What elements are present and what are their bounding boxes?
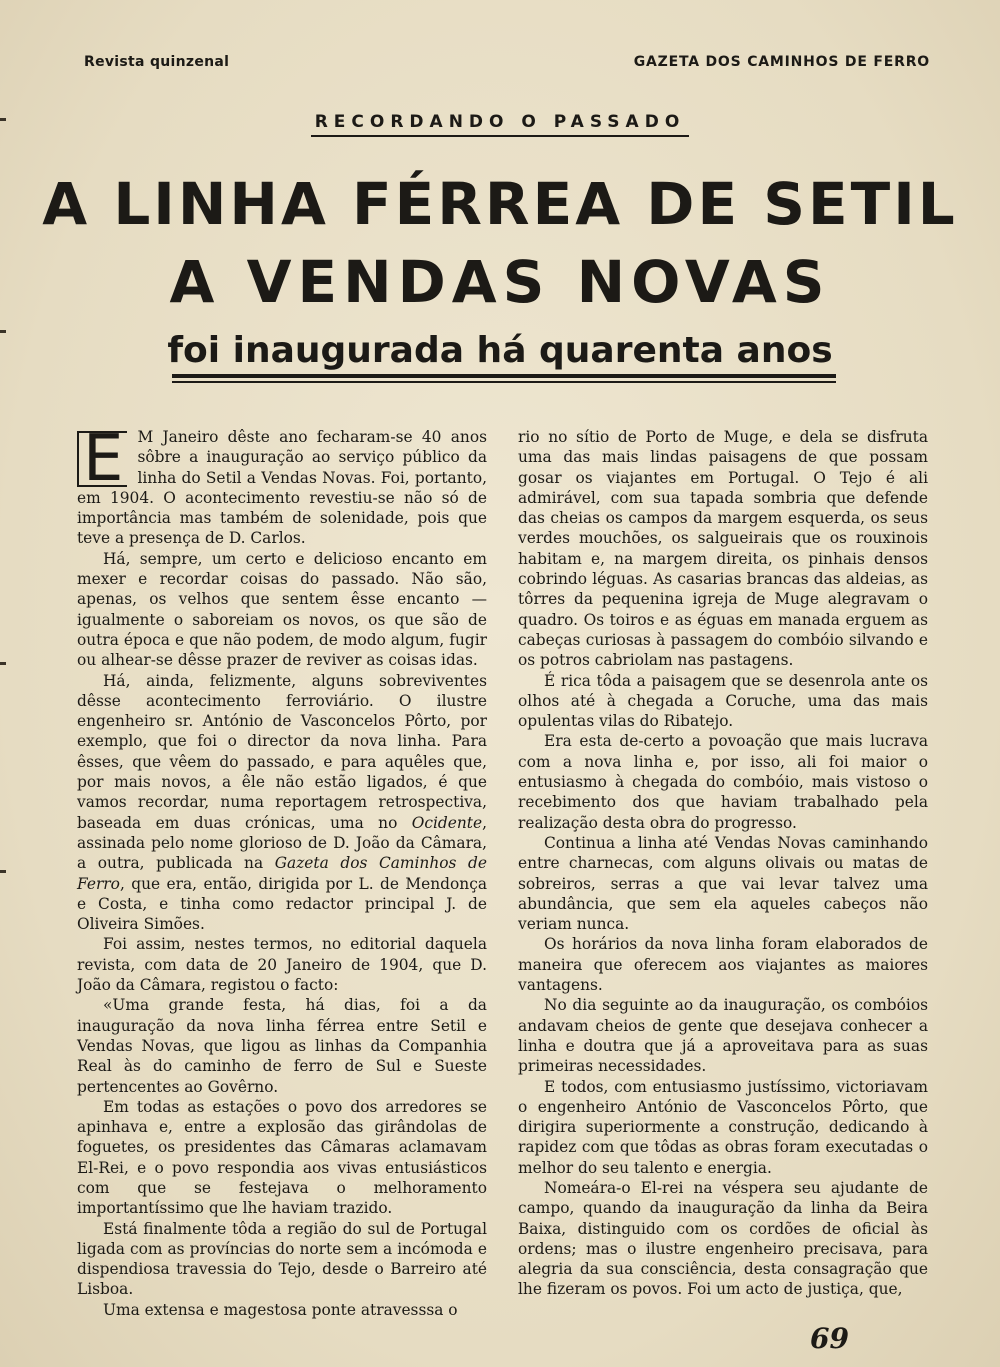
publication-name: Ocidente (411, 813, 483, 832)
paragraph: Uma extensa e magestosa ponte atravesssa o (103, 1300, 458, 1319)
paragraph-text: , que era, então, dirigida por L. de Mendonça e Costa, e tinha como redactor principal J. de Oliveira Simões. (77, 874, 487, 934)
paragraph-text: M Janeiro dêste ano fecharam-se 40 anos sôbre a inauguração ao serviço público da linha do Setil a Vendas Novas. Foi, portanto, em 1904. O acontecimento revestiu-se não só de importância mas também de solenidade, pois que teve a presença de D. Carlos. (77, 428, 487, 548)
paragraph: Em todas as estações o povo dos arredores se apinhava e, entre a explosão das girândolas de foguetes, os presidentes das Câmaras aclamavam El-Rei, e o povo respondia aos vivas entusiásticos com que se festejava o melhoramento importantíssimo que lhe haviam trazido. (77, 1097, 487, 1218)
paragraph: E todos, com entusiasmo justíssimo, victoriavam o engenheiro António de Vasconcelos Pôrto, que dirigira superiormente a construção, dedicando à rapidez com que tôdas as obras foram executadas o melhor do seu talento e energia. (518, 1077, 928, 1177)
right-column (518, 427, 928, 1300)
paragraph (77, 671, 487, 935)
paragraph: É rica tôda a paisagem que se desenrola ante os olhos até à chegada a Coruche, uma das mais opulentas vilas do Ribatejo. (518, 671, 928, 731)
edge-mark (0, 870, 6, 873)
article-kicker (0, 112, 1000, 132)
publication-name: Gazeta dos Caminhos de Ferro (77, 854, 487, 893)
paragraph: Era esta de-certo a povoação que mais lucrava com a nova linha e, por isso, ali foi maior o entusiasmo à chegada do combóio, mais vistoso o recebimento dos que haviam trabalhado pela realização desta obra do progresso. (518, 732, 928, 832)
kicker-text: RECORDANDO O PASSADO (311, 112, 690, 137)
edge-mark (0, 662, 6, 665)
paragraph-text: , assinada pelo nome glorioso de D. João da Câmara, a outra, publicada na (77, 813, 487, 873)
paragraph: Nomeára-o El-rei na véspera seu ajudante de campo, quando da inauguração da linha da Beira Baixa, distinguido com os cordões de oficial às ordens; mas o ilustre engenheiro precisava, para alegria da sua consciência, desta consagração que lhe fizeram os povos. Foi um acto de justiça, que, (518, 1178, 928, 1299)
header-publication-frequency: Revista quinzenal (84, 54, 230, 70)
header-publication-name: GAZETA DOS CAMINHOS DE FERRO (633, 54, 930, 70)
paragraph: No dia seguinte ao da inauguração, os combóios andavam cheios de gente que desejava conhecer a linha e doutra que já a aproveitava para as suas primeiras necessidades. (518, 996, 928, 1076)
page-number: 69 (810, 1322, 849, 1355)
paragraph: Está finalmente tôda a região do sul de Portugal ligada com as províncias do norte sem a incómoda e dispendiosa travessia do Tejo, desde o Barreiro até Lisboa. (77, 1219, 487, 1299)
article-title-line-2: A VENDAS NOVAS (169, 248, 831, 316)
paragraph-text: Há, ainda, felizmente, alguns sobreviventes dêsse acontecimento ferroviário. O ilustre engenheiro sr. António de Vasconcelos Pôrto, por exemplo, que foi o director da nova linha. Para êsses, que vêem do passado, e para aquêles que, por mais novos, a êle não estão ligados, é que vamos recordar, numa reportagem retrospectiva, baseada em duas crónicas, uma no (77, 671, 487, 832)
article-title-line-1: A LINHA FÉRREA DE SETIL (42, 170, 958, 238)
paragraph: Continua a linha até Vendas Novas caminhando entre charnecas, com alguns olivais ou matas de sobreiros, serras a que vai levar talvez uma abundância, que sem ela aqueles cabeços não veriam nunca. (518, 833, 928, 934)
paragraph (77, 422, 487, 549)
paragraph: Os horários da nova linha foram elaborados de maneira que oferecem aos viajantes as maiores vantagens. (518, 935, 928, 995)
paragraph: «Uma grande festa, há dias, foi a da inauguração da nova linha férrea entre Setil e Vendas Novas, que ligou as linhas da Companhia Real às do caminho de ferro de Sul e Sueste pertencentes ao Govêrno. (77, 996, 487, 1096)
paragraph: Foi assim, nestes termos, no editorial daquela revista, com data de 20 Janeiro de 1904, que D. João da Câmara, registou o facto: (77, 935, 487, 995)
title-rule-thin (172, 381, 836, 383)
left-column (77, 422, 487, 1320)
article-subtitle: foi inaugurada há quarenta anos (167, 330, 833, 371)
paragraph: Há, sempre, um certo e delicioso encanto em mexer e recordar coisas do passado. Não são, apenas, os velhos que sentem êsse encanto — igualmente o saboreiam os novos, os que são de outra época e que não podem, de modo algum, fugir ou alhear-se dêsse prazer de reviver as coisas idas. (77, 549, 487, 670)
paragraph: rio no sítio de Porto de Muge, e dela se disfruta uma das mais lindas paisagens de que possam gosar os viajantes em Portugal. O Tejo é ali admirável, com sua tapada sombria que defende das cheias os campos da margem esquerda, os seus verdes mouchões, os salgueirais que os rouxinois habitam e, na margem direita, os pinhais densos cobrindo léguas. As casarias brancas das aldeias, as tôrres da pequenina igreja de Muge alegravam o quadro. Os toiros e as éguas em manada erguem as cabeças curiosas à passagem do combóio silvando e os potros cabriolam nas pastagens. (518, 428, 928, 670)
title-rule-thick (172, 374, 836, 378)
drop-cap: E (77, 431, 127, 487)
